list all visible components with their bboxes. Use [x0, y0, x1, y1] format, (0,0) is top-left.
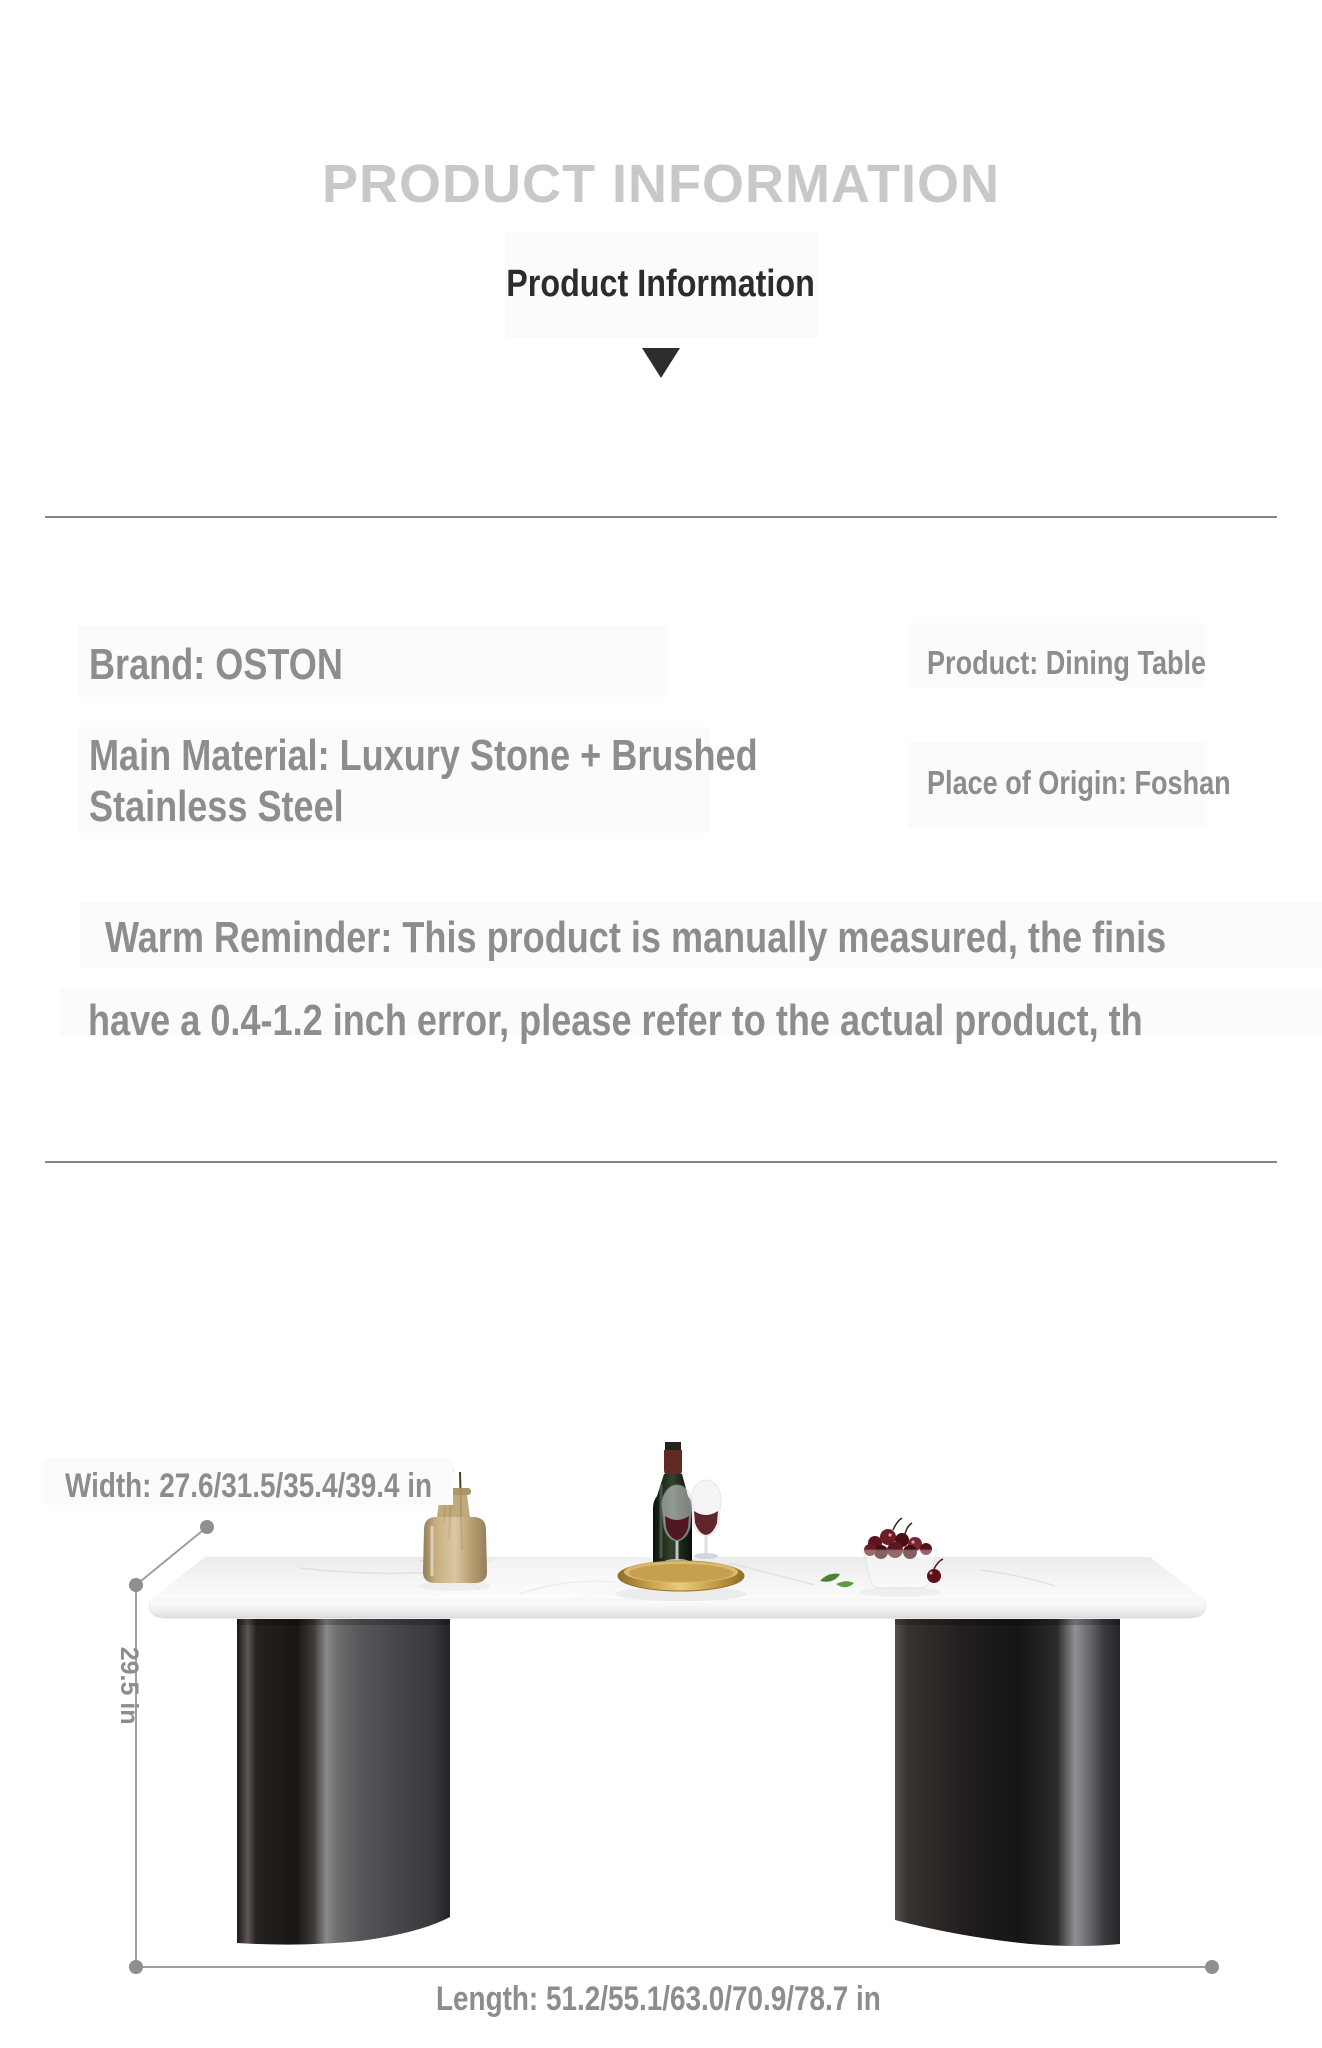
material-line-1	[89, 730, 904, 782]
product-text: Product: Dining Table	[927, 644, 1207, 681]
watermark-text: PRODUCT INFORMATION	[322, 154, 1000, 214]
page-title-text: Product Information	[506, 263, 816, 305]
gold-tray	[615, 1561, 747, 1601]
page-title	[0, 263, 1322, 306]
reminder-line-2	[88, 995, 1322, 1047]
reminder-line-1	[105, 912, 1322, 964]
brand-line	[89, 639, 399, 691]
length-start-dot	[129, 1960, 143, 1974]
width-dimension-label	[65, 1466, 513, 1506]
reminder-text-1: Warm Reminder: This product is manually measured, the finis	[105, 913, 1167, 962]
length-end-dot	[1205, 1960, 1219, 1974]
length-dimension-text: Length: 51.2/55.1/63.0/70.9/78.7 in	[436, 1980, 881, 2018]
right-leg	[895, 1619, 1120, 1946]
section-watermark-heading	[0, 153, 1322, 215]
left-leg	[237, 1619, 450, 1945]
reminder-text-2: have a 0.4-1.2 inch error, please refer to the actual product, th	[88, 996, 1143, 1045]
divider-bottom	[45, 1161, 1277, 1163]
corner-dot	[129, 1578, 143, 1592]
width-leader-dot	[200, 1520, 214, 1534]
origin-line	[927, 764, 1297, 803]
material-text-2: Stainless Steel	[89, 782, 344, 831]
origin-text: Place of Origin: Foshan	[927, 764, 1231, 801]
table-legs	[237, 1619, 1120, 1946]
length-dimension-label	[436, 1979, 978, 2019]
height-dimension-label: 29.5 in	[114, 1646, 143, 1725]
material-text-1: Main Material: Luxury Stone + Brushed	[89, 731, 758, 780]
product-line	[927, 644, 1267, 683]
brand-text: Brand: OSTON	[89, 640, 343, 689]
triangle-down-icon	[642, 348, 680, 378]
divider-top	[45, 516, 1277, 518]
width-dimension-text: Width: 27.6/31.5/35.4/39.4 in	[65, 1467, 433, 1505]
material-line-2	[89, 781, 400, 833]
